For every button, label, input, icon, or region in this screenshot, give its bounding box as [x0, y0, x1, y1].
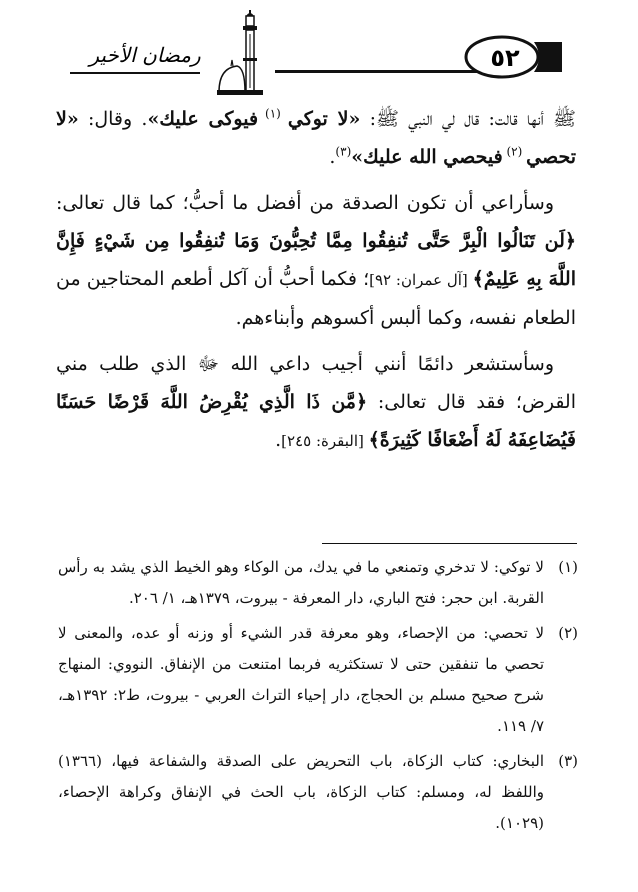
footnote-ref: (٣) [335, 144, 352, 159]
footnote-item [58, 746, 578, 839]
footnote-ref: (٢) [502, 144, 527, 159]
hadith-quote: فيحصي الله عليك» [351, 146, 503, 168]
header-rule-left [70, 72, 200, 74]
hadith-quote: «لا تحصي [56, 108, 576, 168]
footnote-ref: (١) [258, 106, 288, 121]
paragraph-charity [56, 184, 576, 337]
footnote-divider [322, 543, 577, 544]
paragraph-hadith [56, 100, 576, 176]
book-title: رمضان الأخير [89, 43, 201, 67]
text-segment: ﷺ أنها قالت: قال لي النبي ﷺ: [360, 108, 576, 130]
main-text [56, 100, 576, 468]
footnotes [58, 552, 578, 843]
footnote-text: لا توكي: لا تدخري وتمنعي ما في يدك، من الوكاء وهو الخيط الذي يشد به رأس القربة. ابن حجر: فتح الباري، دار المعرفة - بيروت، ١٣٧٩هـ، ١/ ٢٠٦. [58, 558, 544, 607]
footnote-item [58, 552, 578, 614]
text-segment: وسأراعي أن تكون الصدقة من أفضل ما أحبُّ؛ كما قال تعالى: [56, 192, 554, 214]
hadith-quote: فيوكى عليك» [147, 108, 259, 130]
footnote-number: (٣) [558, 752, 578, 770]
quran-verse: ﴿لَن تَنَالُوا الْبِرَّ حَتَّى تُنفِقُوا مِمَّا تُحِبُّونَ وَمَا تُنفِقُوا مِن شَيْءٍ فَإِنَّ اللَّهَ بِهِ عَلِيمٌ﴾ [56, 230, 577, 290]
text-segment: . [329, 146, 336, 168]
header-rule-right [275, 70, 480, 73]
footnote-text: البخاري: كتاب الزكاة، باب التحريض على الصدقة والشفاعة فيها، (١٣٦٦) واللفظ له، ومسلم: كتاب الزكاة، باب الحث في الإنفاق وكراهة الإحصاء، (١٠٢٩). [58, 752, 544, 832]
hadith-quote: «لا توكي [287, 108, 361, 130]
page-header [0, 0, 638, 100]
verse-reference: [البقرة: ٢٤٥] [281, 432, 369, 450]
footnote-number: (٢) [558, 624, 578, 642]
page-number: ٥٢ [490, 44, 520, 72]
footnote-number: (١) [558, 558, 578, 576]
footnote-item [58, 618, 578, 742]
footnote-text: لا تحصي: من الإحصاء، وهو معرفة قدر الشيء أو وزنه أو عده، والمعنى لا تحصي ما تنفقين حتى لا تستكثريه فربما امتنعت من الإنفاق. النووي: المنهاج شرح صحيح مسلم بن الحجاج، دار إحياء التراث العربي - بيروت، ط٢: ١٣٩٢هـ، ٧/ ١١٩. [58, 624, 544, 735]
text-segment: . وقال: [78, 108, 148, 130]
paragraph-loan [56, 345, 576, 460]
verse-reference: [آل عمران: ٩٢] [369, 271, 473, 289]
mosque-minaret-icon [215, 8, 285, 98]
text-segment: ؛ فكما أحبُّ أن آكل أطعم المحتاجين من الطعام نفسه، وكما ألبس أكسوهم وأبناءهم. [56, 268, 576, 329]
text-segment: . [275, 429, 282, 451]
quran-verse: ﴿مَّن ذَا الَّذِي يُقْرِضُ اللَّهَ قَرْضًا حَسَنًا فَيُضَاعِفَهُ لَهُ أَضْعَافًا كَثِيرَةً﴾ [56, 391, 576, 451]
text-segment: وسأستشعر دائمًا أنني أجيب داعي الله ﷻ الذي طلب مني القرض؛ فقد قال تعالى: [56, 353, 577, 413]
